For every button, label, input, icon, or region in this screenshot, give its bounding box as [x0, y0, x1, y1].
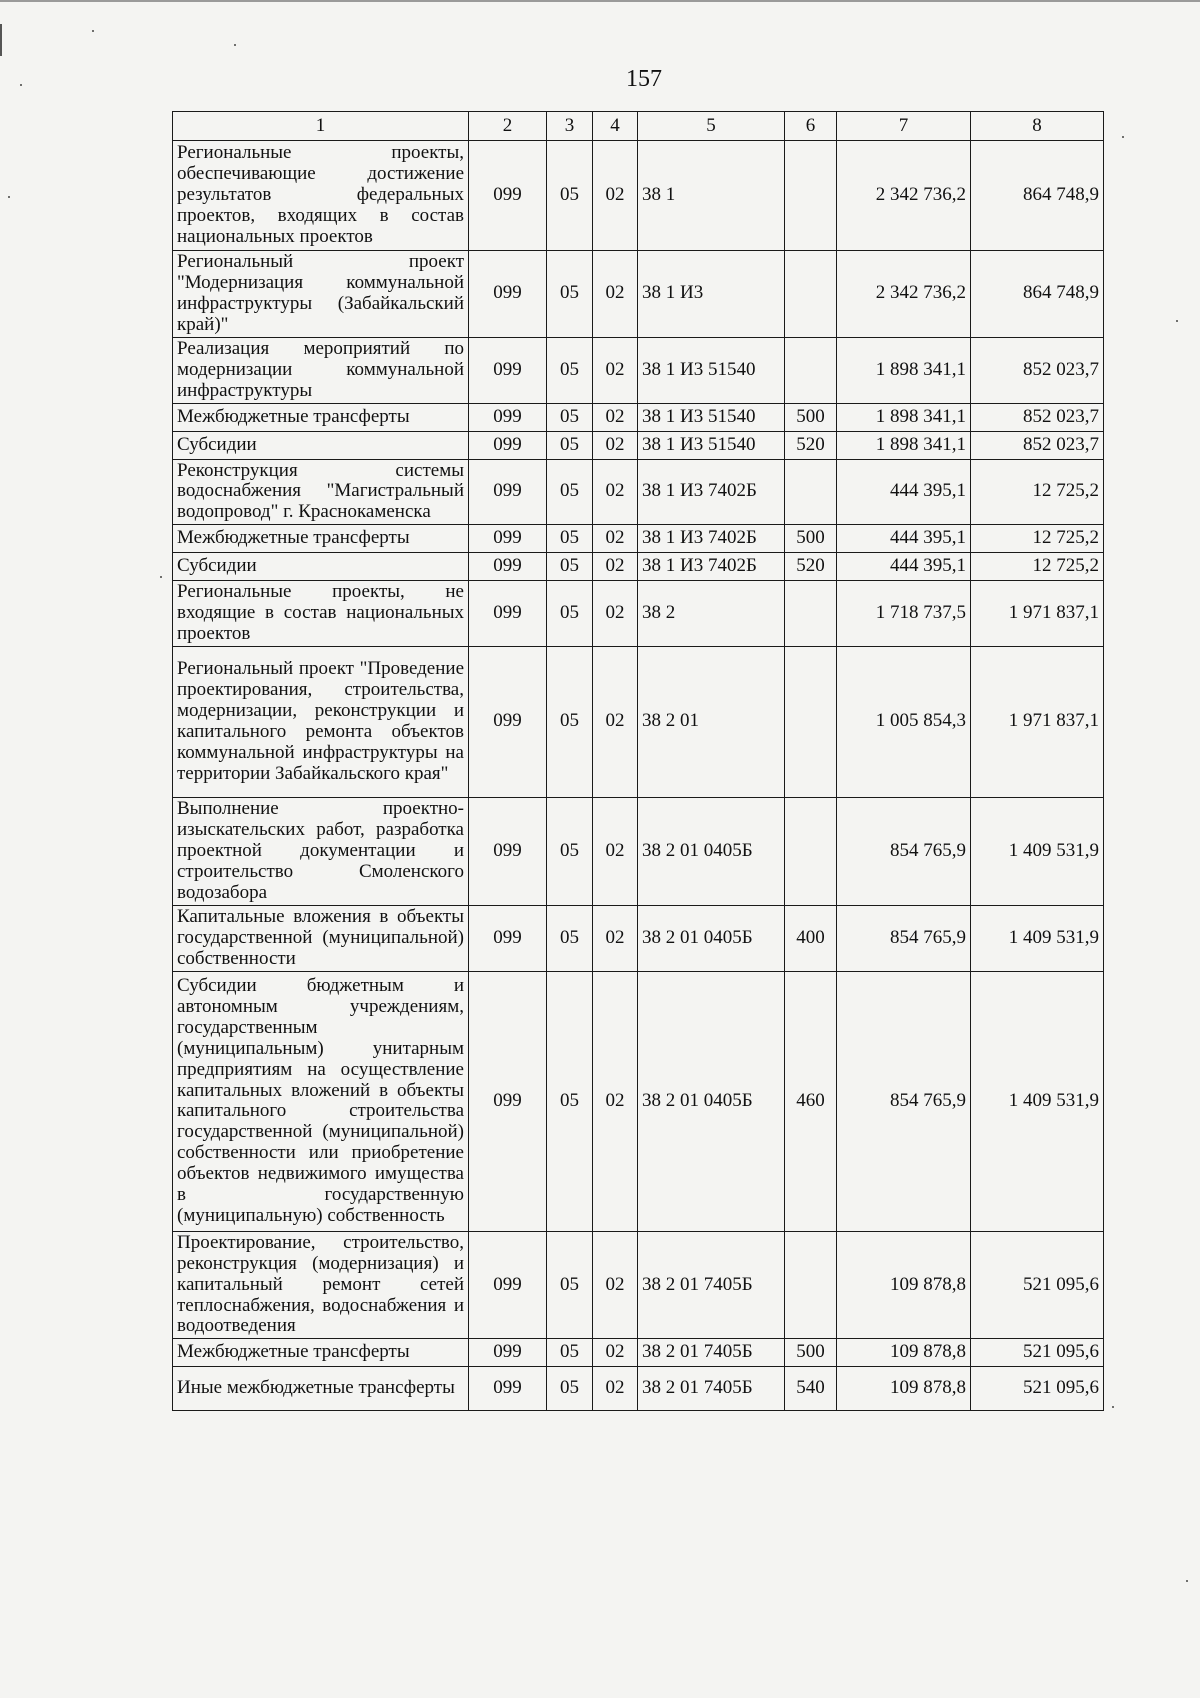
amount-cell-col7: 1 898 341,1	[837, 403, 971, 431]
chapter-code-cell: 05	[547, 459, 593, 525]
table-body	[173, 141, 1104, 1411]
amount-cell-col8: 12 725,2	[971, 553, 1104, 581]
row-name-cell: Выполнение проектно-изыскательских работ, разработка проектной документации и строительство Смоленского водозабора	[173, 797, 469, 905]
section-code-cell: 099	[469, 646, 547, 797]
subsection-code-cell: 02	[593, 646, 638, 797]
column-header: 4	[593, 112, 638, 141]
target-item-code-cell: 38 2 01 0405Б	[638, 971, 785, 1231]
chapter-code-cell: 05	[547, 251, 593, 338]
section-code-cell: 099	[469, 581, 547, 647]
subsection-code-cell: 02	[593, 581, 638, 647]
target-item-code-cell: 38 2 01 0405Б	[638, 797, 785, 905]
target-item-code-cell: 38 1 И3	[638, 251, 785, 338]
row-name-cell: Капитальные вложения в объекты государственной (муниципальной) собственности	[173, 905, 469, 971]
row-name-cell: Межбюджетные трансферты	[173, 403, 469, 431]
section-code-cell: 099	[469, 403, 547, 431]
section-code-cell: 099	[469, 525, 547, 553]
scan-speck	[160, 576, 162, 578]
row-name-cell: Межбюджетные трансферты	[173, 525, 469, 553]
table-row	[173, 646, 1104, 797]
section-code-cell: 099	[469, 1367, 547, 1411]
amount-cell-col8: 521 095,6	[971, 1231, 1104, 1338]
section-code-cell: 099	[469, 141, 547, 251]
row-name-cell: Иные межбюджетные трансферты	[173, 1367, 469, 1411]
row-name-cell: Реконструкция системы водоснабжения "Магистральный водопровод" г. Краснокаменска	[173, 459, 469, 525]
chapter-code-cell: 05	[547, 971, 593, 1231]
expense-type-cell: 500	[785, 525, 837, 553]
subsection-code-cell: 02	[593, 1231, 638, 1338]
scan-speck	[234, 44, 236, 46]
table-row	[173, 1339, 1104, 1367]
amount-cell-col7: 444 395,1	[837, 553, 971, 581]
subsection-code-cell: 02	[593, 797, 638, 905]
expense-type-cell	[785, 251, 837, 338]
budget-table	[172, 111, 1104, 1411]
amount-cell-col7: 109 878,8	[837, 1367, 971, 1411]
chapter-code-cell: 05	[547, 1367, 593, 1411]
row-name-cell: Субсидии	[173, 431, 469, 459]
table-row	[173, 141, 1104, 251]
section-code-cell: 099	[469, 251, 547, 338]
amount-cell-col8: 521 095,6	[971, 1339, 1104, 1367]
amount-cell-col8: 1 409 531,9	[971, 797, 1104, 905]
expense-type-cell: 540	[785, 1367, 837, 1411]
subsection-code-cell: 02	[593, 459, 638, 525]
row-name-cell: Субсидии	[173, 553, 469, 581]
expense-type-cell	[785, 1231, 837, 1338]
row-name-cell: Региональные проекты, не входящие в состав национальных проектов	[173, 581, 469, 647]
amount-cell-col7: 109 878,8	[837, 1231, 971, 1338]
expense-type-cell	[785, 141, 837, 251]
amount-cell-col7: 854 765,9	[837, 905, 971, 971]
column-header: 1	[173, 112, 469, 141]
expense-type-cell: 460	[785, 971, 837, 1231]
chapter-code-cell: 05	[547, 1339, 593, 1367]
table-row	[173, 459, 1104, 525]
chapter-code-cell: 05	[547, 553, 593, 581]
subsection-code-cell: 02	[593, 1367, 638, 1411]
expense-type-cell: 500	[785, 1339, 837, 1367]
subsection-code-cell: 02	[593, 905, 638, 971]
table-row	[173, 251, 1104, 338]
column-header: 7	[837, 112, 971, 141]
table-row	[173, 431, 1104, 459]
subsection-code-cell: 02	[593, 337, 638, 403]
table-row	[173, 553, 1104, 581]
amount-cell-col7: 1 898 341,1	[837, 337, 971, 403]
table-row	[173, 905, 1104, 971]
target-item-code-cell: 38 2 01 7405Б	[638, 1231, 785, 1338]
page-number: 157	[626, 66, 662, 92]
subsection-code-cell: 02	[593, 141, 638, 251]
expense-type-cell: 500	[785, 403, 837, 431]
amount-cell-col7: 1 005 854,3	[837, 646, 971, 797]
target-item-code-cell: 38 1 И3 51540	[638, 431, 785, 459]
section-code-cell: 099	[469, 1339, 547, 1367]
subsection-code-cell: 02	[593, 525, 638, 553]
section-code-cell: 099	[469, 459, 547, 525]
amount-cell-col8: 12 725,2	[971, 459, 1104, 525]
table-row	[173, 1231, 1104, 1338]
column-header: 2	[469, 112, 547, 141]
section-code-cell: 099	[469, 431, 547, 459]
expense-type-cell: 520	[785, 553, 837, 581]
subsection-code-cell: 02	[593, 403, 638, 431]
amount-cell-col8: 1 409 531,9	[971, 971, 1104, 1231]
target-item-code-cell: 38 1 И3 7402Б	[638, 459, 785, 525]
section-code-cell: 099	[469, 971, 547, 1231]
amount-cell-col8: 852 023,7	[971, 431, 1104, 459]
chapter-code-cell: 05	[547, 797, 593, 905]
amount-cell-col8: 1 971 837,1	[971, 646, 1104, 797]
scan-speck	[1112, 1406, 1114, 1408]
chapter-code-cell: 05	[547, 905, 593, 971]
scan-left-mark	[0, 24, 2, 56]
target-item-code-cell: 38 1 И3 51540	[638, 337, 785, 403]
chapter-code-cell: 05	[547, 1231, 593, 1338]
chapter-code-cell: 05	[547, 646, 593, 797]
amount-cell-col8: 864 748,9	[971, 251, 1104, 338]
expense-type-cell	[785, 797, 837, 905]
table-row	[173, 581, 1104, 647]
table-header-row	[173, 112, 1104, 141]
column-header: 8	[971, 112, 1104, 141]
amount-cell-col7: 444 395,1	[837, 459, 971, 525]
expense-type-cell	[785, 581, 837, 647]
table-row	[173, 797, 1104, 905]
column-header: 6	[785, 112, 837, 141]
target-item-code-cell: 38 2	[638, 581, 785, 647]
expense-type-cell	[785, 459, 837, 525]
table-row	[173, 403, 1104, 431]
section-code-cell: 099	[469, 1231, 547, 1338]
target-item-code-cell: 38 2 01 7405Б	[638, 1367, 785, 1411]
table-row	[173, 971, 1104, 1231]
scan-speck	[1176, 320, 1178, 322]
target-item-code-cell: 38 2 01 0405Б	[638, 905, 785, 971]
section-code-cell: 099	[469, 553, 547, 581]
chapter-code-cell: 05	[547, 431, 593, 459]
table-row	[173, 337, 1104, 403]
scan-speck	[92, 30, 94, 32]
amount-cell-col8: 852 023,7	[971, 403, 1104, 431]
chapter-code-cell: 05	[547, 581, 593, 647]
expense-type-cell: 520	[785, 431, 837, 459]
amount-cell-col8: 1 409 531,9	[971, 905, 1104, 971]
row-name-cell: Региональный проект "Проведение проектирования, строительства, модернизации, реконструкции и капитального ремонта объектов коммунальной инфраструктуры на территории Забайкальского края"	[173, 646, 469, 797]
row-name-cell: Межбюджетные трансферты	[173, 1339, 469, 1367]
target-item-code-cell: 38 1 И3 7402Б	[638, 525, 785, 553]
chapter-code-cell: 05	[547, 525, 593, 553]
scan-speck	[8, 196, 10, 198]
amount-cell-col8: 864 748,9	[971, 141, 1104, 251]
chapter-code-cell: 05	[547, 403, 593, 431]
chapter-code-cell: 05	[547, 141, 593, 251]
target-item-code-cell: 38 2 01	[638, 646, 785, 797]
section-code-cell: 099	[469, 797, 547, 905]
chapter-code-cell: 05	[547, 337, 593, 403]
target-item-code-cell: 38 1 И3 51540	[638, 403, 785, 431]
amount-cell-col7: 1 898 341,1	[837, 431, 971, 459]
amount-cell-col7: 109 878,8	[837, 1339, 971, 1367]
target-item-code-cell: 38 2 01 7405Б	[638, 1339, 785, 1367]
amount-cell-col8: 521 095,6	[971, 1367, 1104, 1411]
amount-cell-col7: 2 342 736,2	[837, 251, 971, 338]
subsection-code-cell: 02	[593, 251, 638, 338]
row-name-cell: Региональные проекты, обеспечивающие достижение результатов федеральных проектов, входящих в состав национальных проектов	[173, 141, 469, 251]
target-item-code-cell: 38 1	[638, 141, 785, 251]
amount-cell-col7: 854 765,9	[837, 797, 971, 905]
subsection-code-cell: 02	[593, 431, 638, 459]
expense-type-cell: 400	[785, 905, 837, 971]
scan-top-edge	[0, 0, 1200, 2]
target-item-code-cell: 38 1 И3 7402Б	[638, 553, 785, 581]
amount-cell-col8: 1 971 837,1	[971, 581, 1104, 647]
section-code-cell: 099	[469, 905, 547, 971]
expense-type-cell	[785, 646, 837, 797]
subsection-code-cell: 02	[593, 553, 638, 581]
scan-speck	[1122, 136, 1124, 138]
table-row	[173, 525, 1104, 553]
subsection-code-cell: 02	[593, 1339, 638, 1367]
amount-cell-col7: 444 395,1	[837, 525, 971, 553]
amount-cell-col7: 854 765,9	[837, 971, 971, 1231]
row-name-cell: Региональный проект "Модернизация коммунальной инфраструктуры (Забайкальский край)"	[173, 251, 469, 338]
amount-cell-col7: 2 342 736,2	[837, 141, 971, 251]
row-name-cell: Реализация мероприятий по модернизации коммунальной инфраструктуры	[173, 337, 469, 403]
expense-type-cell	[785, 337, 837, 403]
column-header: 3	[547, 112, 593, 141]
amount-cell-col8: 852 023,7	[971, 337, 1104, 403]
table-row	[173, 1367, 1104, 1411]
row-name-cell: Субсидии бюджетным и автономным учреждениям, государственным (муниципальным) унитарным предприятиям на осуществление капитальных вложений в объекты капитального строительства государственной (муниципальной) собственности или приобретение объектов недвижимого имущества в государственную (муниципальную) собственность	[173, 971, 469, 1231]
scan-speck	[1186, 1580, 1188, 1582]
column-header: 5	[638, 112, 785, 141]
section-code-cell: 099	[469, 337, 547, 403]
row-name-cell: Проектирование, строительство, реконструкция (модернизация) и капитальный ремонт сетей теплоснабжения, водоснабжения и водоотведения	[173, 1231, 469, 1338]
amount-cell-col8: 12 725,2	[971, 525, 1104, 553]
subsection-code-cell: 02	[593, 971, 638, 1231]
amount-cell-col7: 1 718 737,5	[837, 581, 971, 647]
